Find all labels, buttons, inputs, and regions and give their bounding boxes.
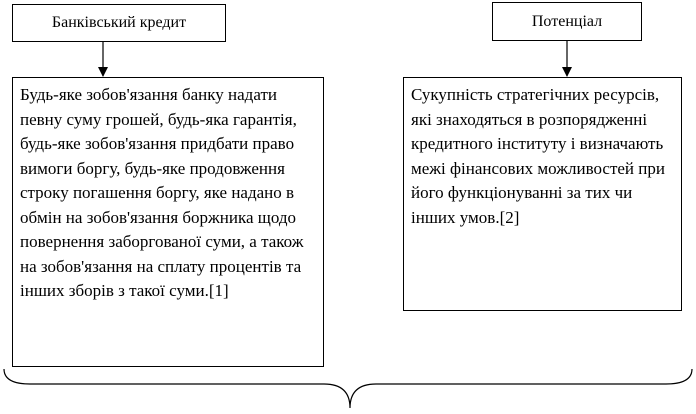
potential-title: Потенціал <box>531 12 603 30</box>
potential-definition: Сукупність стратегічних ресурсів, які знаходяться в розпорядженні кредитного інституту і визначають межі фінансових можливостей при його функціонуванні за тих чи інших умов.[2] <box>411 85 665 227</box>
bank-credit-title: Банківський кредит <box>51 14 187 31</box>
grouping-brace <box>4 369 692 408</box>
bank-credit-definition: Будь-яке зобов'язання банку надати певну суму грошей, будь-яка гарантія, будь-яке зобов'язання придбати право вимоги боргу, будь-яке продовження строку погашення боргу, яке надано в обмін на зобов'язання боржника щодо повернення заборгованої суми, а також на зобов'язання на сплату процентів та інших зборів з такої суми.[1] <box>20 85 304 300</box>
